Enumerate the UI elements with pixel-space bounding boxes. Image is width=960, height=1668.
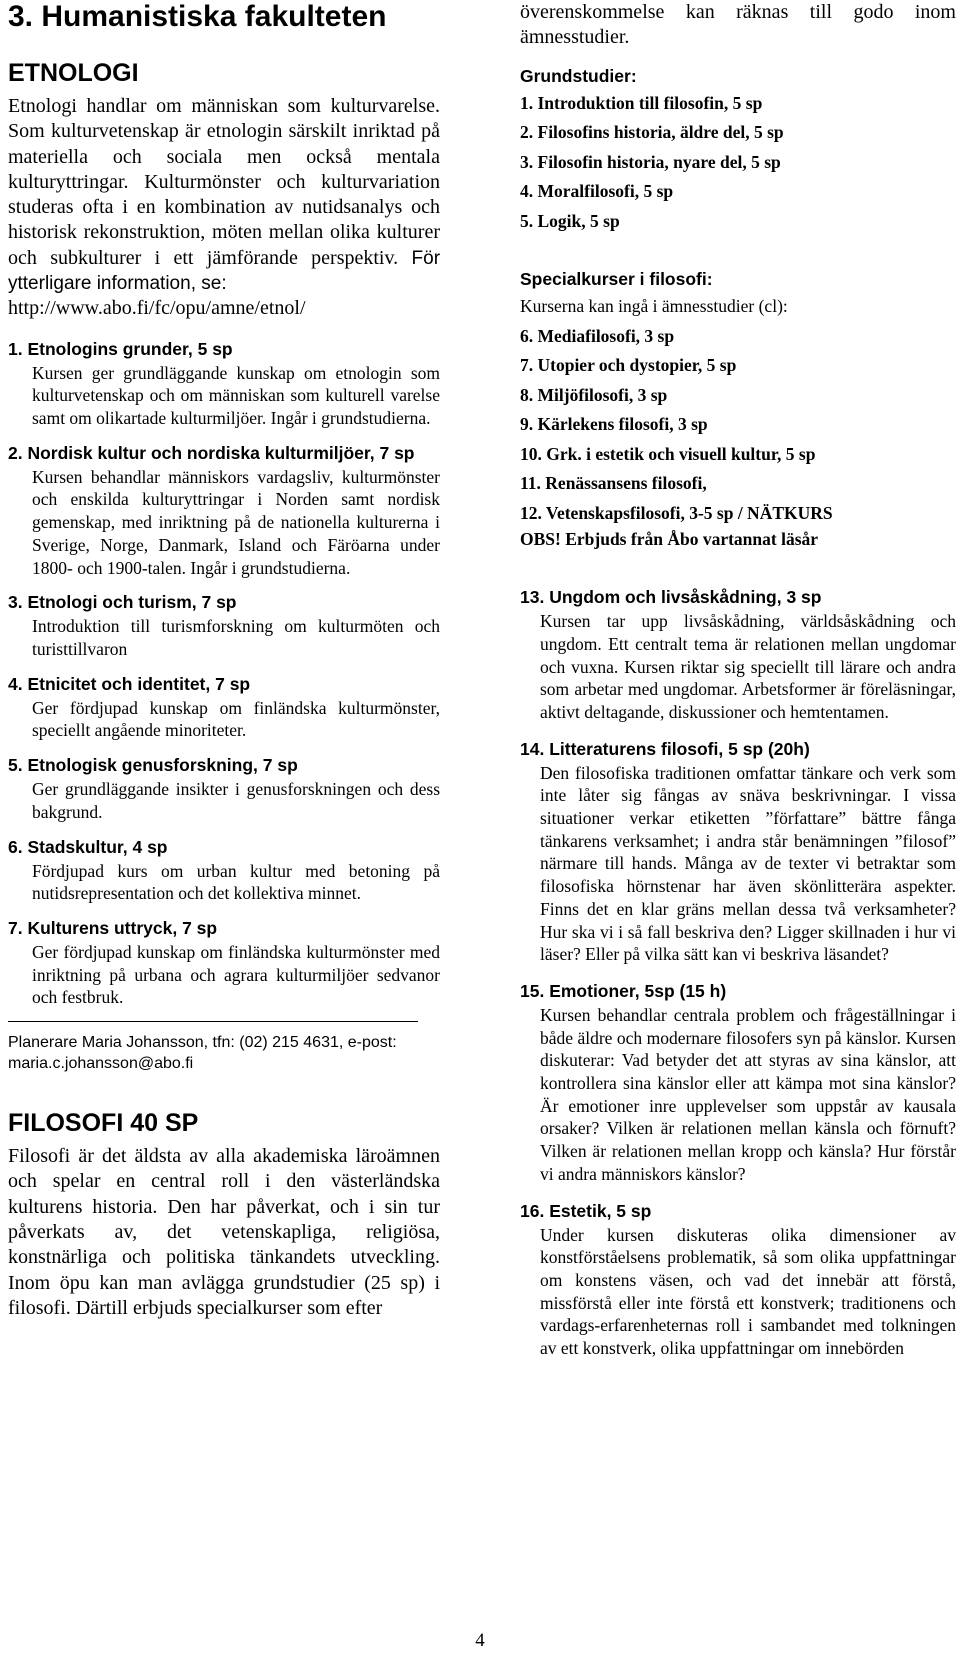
course-description: Den filosofiska traditionen omfattar tänkare och verk som inte låter sig fångas av snäva beskrivningar. I vissa situationer verkar etiketten ”författare” bättre fånga tänkarens verksamhet; i andra står benämningen ”filosof” närmare till hands. Många av de texter vi betraktar som filosofiska hörnstenar har även skönlitterära aspekter. Finns det en klar gräns mellan dessa två verksamheter? Hur ska vi i så fall beskriva den? Ligger skillnaden i hur vi läser? Eller på vilka sätt kan vi beskriva läsandet? <box>540 762 956 965</box>
basic-course: 4. Moralfilosofi, 5 sp <box>520 181 674 202</box>
course-heading: 4. Etnicitet och identitet, 7 sp <box>8 673 251 694</box>
ethnology-intro <box>8 94 440 296</box>
special-course: 7. Utopier och dystopier, 5 sp <box>520 355 737 376</box>
course-description: Ger fördjupad kunskap om finländska kulturmönster med inriktning på urbana och agrara kulturmiljöer sedvanor och festbruk. <box>32 941 440 1008</box>
ethnology-course <box>8 752 440 823</box>
divider <box>8 1021 418 1022</box>
special-course: 12. Vetenskapsfilosofi, 3-5 sp / NÄTKURS <box>520 502 833 523</box>
continuation-text: överenskommelse kan räknas till godo inom ämnesstudier. <box>520 1 956 49</box>
basic-course: 5. Logik, 5 sp <box>520 210 620 231</box>
course-description: Kursen behandlar centrala problem och frågeställningar i både äldre och modernare filosofers syn på känslor. Kursen diskuterar: Vad betyder det att styras av sina känslor, att kontrollera sina känslor eller att kämpa mot sina känslor? Är emotioner inre upplevelser som uppstår av kausala orsaker? Vilken är relationen mellan känsla och förnuft? Vilken är relationen mellan kropp och känsla? Hur förstår vi andra människors känslor? <box>540 1004 956 1184</box>
course-heading: 5. Etnologisk genusforskning, 7 sp <box>8 755 298 776</box>
basic-courses-list <box>520 89 956 237</box>
basic-course: 3. Filosofin historia, nyare del, 5 sp <box>520 151 781 172</box>
course-description: Ger grundläggande insikter i genusforskningen och dess bakgrund. <box>32 779 440 822</box>
philosophy-course <box>520 978 956 1186</box>
philosophy-intro: Filosofi är det äldsta av alla akademiska läroämnen och spelar en central roll i den västerländska kulturens historia. Den har påverkat, och i sin tur påverkats av, det vetenskapliga, religiösa, konstnärliga och politiska tänkandets utveckling. Inom öpu kan man avlägga grundstudier (25 sp) i filosofi. Därtill erbjuds specialkurser som efter <box>8 1145 440 1319</box>
special-courses-list <box>520 322 956 529</box>
special-course: 9. Kärlekens filosofi, 3 sp <box>520 414 708 435</box>
course-heading: 15. Emotioner, 5sp (15 h) <box>520 980 727 1001</box>
special-courses-note: Kurserna kan ingå i ämnesstudier (cl): <box>520 296 788 317</box>
philosophy-course <box>520 1198 956 1360</box>
special-courses-heading: Specialkurser i filosofi: <box>520 269 713 290</box>
ethnology-more-info: För ytterligare information, se: <box>8 247 441 295</box>
planner-contact: Planerare Maria Johansson, tfn: (02) 215 4631, e-post: maria.c.johansson@abo.fi <box>8 1034 397 1073</box>
course-heading: 16. Estetik, 5 sp <box>520 1200 652 1221</box>
basic-studies-heading: Grundstudier: <box>520 65 637 86</box>
ethnology-course <box>8 336 440 430</box>
course-heading: 14. Litteraturens filosofi, 5 sp (20h) <box>520 738 810 759</box>
philosophy-course <box>520 736 956 966</box>
special-course: 8. Miljöfilosofi, 3 sp <box>520 384 668 405</box>
ethnology-intro-text: Etnologi handlar om människan som kulturvarelse. Som kulturvetenskap är etnologin särskilt inriktad på materiella och sociala men också mentala kulturyttringar. Kulturmönster och kulturvariation studeras ofta i en kombination av nutidsanalys och historisk rekonstruktion, möten mellan olika kulturer och subkulturer i ett jämförande perspektiv. <box>8 95 440 269</box>
course-heading: 6. Stadskultur, 4 sp <box>8 836 168 857</box>
course-heading: 1. Etnologins grunder, 5 sp <box>8 338 233 359</box>
course-description: Kursen tar upp livsåskådning, världsåskådning och ungdom. Ett centralt tema är relationen mellan ungdomar och vuxna. Kursen riktar sig speciellt till lärare och andra som arbetar med ungdomar. Arbetsformer är föreläsningar, aktivt deltagande, diskussioner och hemtentamen. <box>540 611 956 722</box>
philosophy-heading: FILOSOFI 40 SP <box>8 1109 199 1138</box>
course-description: Fördjupad kurs om urban kultur med betoning på nutidsrepresentation och det kollektiva minnet. <box>32 860 440 904</box>
basic-course: 1. Introduktion till filosofin, 5 sp <box>520 92 763 113</box>
page-number: 4 <box>475 1630 485 1651</box>
special-course: 11. Renässansens filosofi, <box>520 473 707 494</box>
course-description: Introduktion till turismforskning om kulturmöten och turisttillvaron <box>32 616 440 659</box>
philosophy-course <box>520 584 956 724</box>
ethnology-course <box>8 440 440 580</box>
course-description: Kursen behandlar människors vardagsliv, kulturmönster och enskilda kulturyttringar i Norden samt nordisk gemenskap, med inriktning på de nationella kulturerna i Sverige, Norge, Danmark, Island och Färöarna under 1800- och 1900-talen. Ingår i grundstudierna. <box>32 466 440 578</box>
course-description: Under kursen diskuteras olika dimensioner av konstförståelsens problematik, så som olika uppfattningar om konstens väsen, och vad det innebär att förstå, missförstå eller inte förstå ett konstverk; traditionens och vardags-erfarenheternas roll i sambandet med tolkningen av ett konstverk, olika uppfattningar om innebörden <box>540 1224 956 1359</box>
course-heading: 7. Kulturens uttryck, 7 sp <box>8 917 218 938</box>
ethnology-course <box>8 671 440 742</box>
ethnology-course <box>8 915 440 1009</box>
chapter-title: 3. Humanistiska fakulteten <box>8 0 387 33</box>
ethnology-course <box>8 589 440 660</box>
basic-course: 2. Filosofins historia, äldre del, 5 sp <box>520 122 784 143</box>
course-heading: 2. Nordisk kultur och nordiska kulturmiljöer, 7 sp <box>8 442 415 463</box>
special-course: 10. Grk. i estetik och visuell kultur, 5 sp <box>520 443 816 464</box>
ethnology-course <box>8 834 440 905</box>
ethnology-url[interactable]: http://www.abo.fi/fc/opu/amne/etnol/ <box>8 297 306 320</box>
course-heading: 13. Ungdom och livsåskådning, 3 sp <box>520 587 822 608</box>
course-description: Ger fördjupad kunskap om finländska kulturmönster, speciellt angående minoriteter. <box>32 697 440 741</box>
special-course: 6. Mediafilosofi, 3 sp <box>520 325 675 346</box>
right-column <box>520 0 956 1360</box>
course-description: Kursen ger grundläggande kunskap om etnologin som kulturvetenskap och om människan som kulturell varelse samt om olikartade kulturmiljöer. Ingår i grundstudierna. <box>32 362 440 429</box>
ethnology-heading: ETNOLOGI <box>8 59 139 87</box>
left-column <box>8 0 440 1321</box>
obs-note: OBS! Erbjuds från Åbo vartannat läsår <box>520 529 819 550</box>
course-heading: 3. Etnologi och turism, 7 sp <box>8 592 237 613</box>
